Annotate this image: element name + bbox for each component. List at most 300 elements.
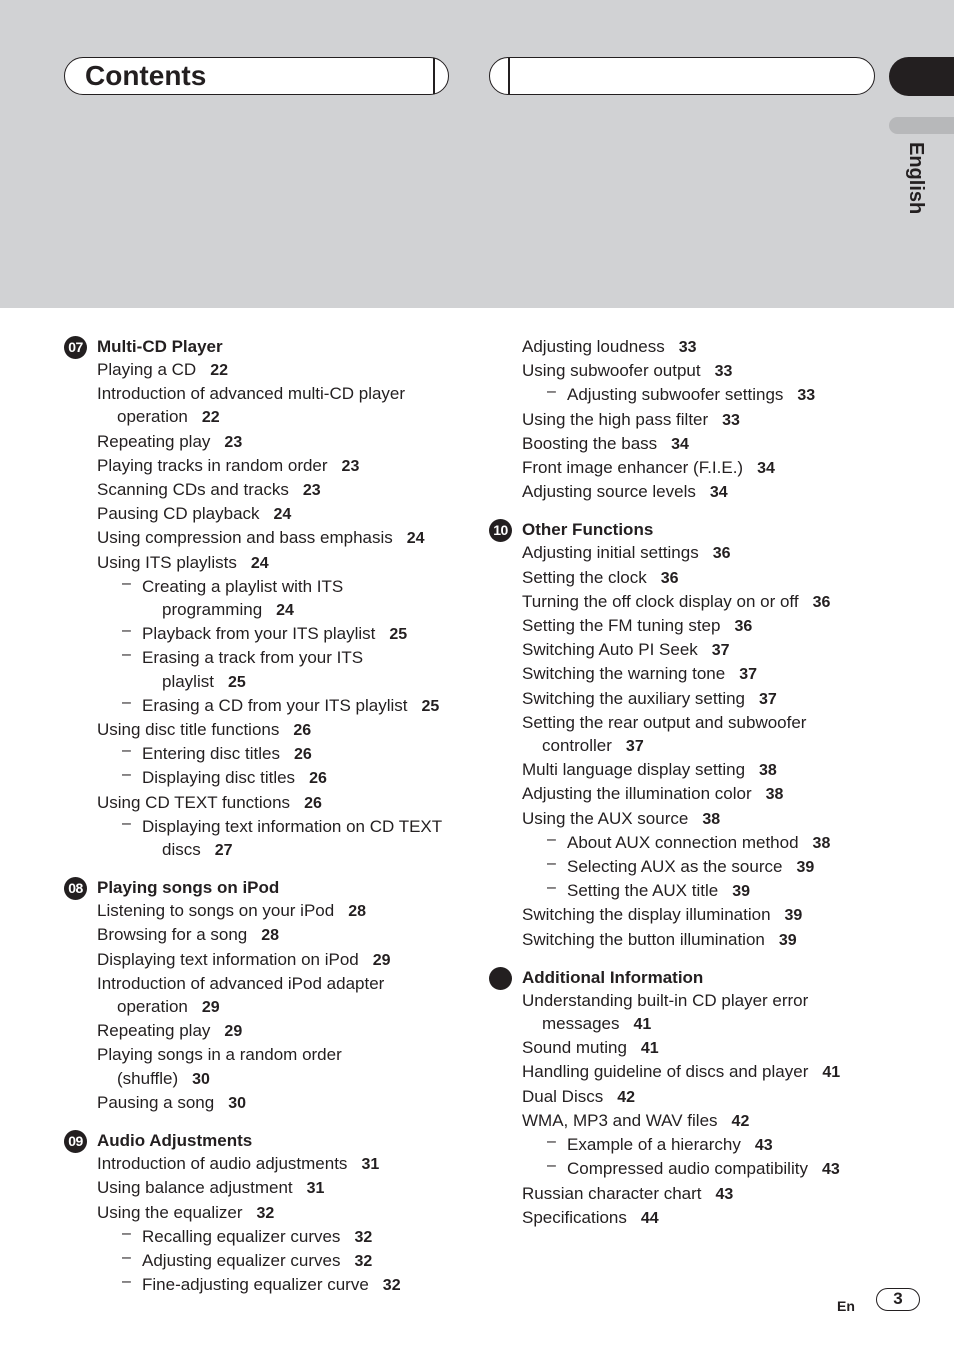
toc-entry[interactable] <box>97 791 464 815</box>
entry-page-number: 26 <box>293 722 312 740</box>
entry-text: Example of a hierarchy <box>567 1135 741 1155</box>
toc-entry[interactable] <box>522 638 889 662</box>
sub-entry[interactable] <box>97 1225 464 1249</box>
entry-page-number: 39 <box>796 859 815 877</box>
toc-left-column <box>64 335 464 1311</box>
dash-bullet: – <box>122 622 131 640</box>
entry-page-number: 43 <box>821 1161 840 1179</box>
toc-entry[interactable] <box>522 1085 889 1109</box>
entry-text: Setting the clock <box>522 567 647 587</box>
entry-page-number: 23 <box>302 482 321 500</box>
toc-section <box>64 876 464 1115</box>
toc-entry[interactable] <box>97 382 464 429</box>
sub-entry[interactable] <box>522 383 889 407</box>
entry-page-number: 41 <box>822 1064 841 1082</box>
entry-text: Displaying text information on iPod <box>97 949 359 969</box>
page-title: Contents <box>85 60 207 91</box>
entry-page-number: 31 <box>306 1180 325 1198</box>
entry-text: Using balance adjustment <box>97 1178 293 1198</box>
dash-bullet: – <box>122 1224 131 1242</box>
entry-text: Entering disc titles <box>142 744 280 764</box>
entry-line <box>97 526 464 550</box>
entry-page-number: 33 <box>714 363 733 381</box>
dash-bullet: – <box>122 574 131 592</box>
toc-entry[interactable] <box>97 1019 464 1043</box>
entry-text: Adjusting the illumination color <box>522 784 752 804</box>
toc-entry[interactable] <box>522 989 889 1036</box>
toc-entry[interactable] <box>522 1206 889 1230</box>
entry-text: messages <box>542 1014 620 1034</box>
entry-line <box>522 1182 889 1206</box>
entry-page-number: 42 <box>731 1112 750 1130</box>
entry-line <box>522 1060 889 1084</box>
entry-line <box>522 408 889 432</box>
entry-line <box>522 590 889 614</box>
entry-text: Turning the off clock display on or off <box>522 591 799 611</box>
entry-text: Fine-adjusting equalizer curve <box>142 1275 369 1295</box>
entry-page-number: 43 <box>715 1185 734 1203</box>
entry-text: Repeating play <box>97 431 211 451</box>
sub-entry[interactable] <box>522 1157 889 1181</box>
toc-section <box>64 335 464 862</box>
toc-entry[interactable] <box>97 358 464 382</box>
entry-text: Pausing a song <box>97 1092 215 1112</box>
section-header <box>64 1129 464 1152</box>
entry-line <box>142 575 464 598</box>
entry-page-number: 28 <box>348 903 367 921</box>
entry-line <box>142 1273 464 1297</box>
entry-text: Using CD TEXT functions <box>97 792 291 812</box>
entry-page-number: 39 <box>732 883 750 901</box>
entry-text: Creating a playlist with ITS <box>142 576 344 596</box>
entry-page-number: 37 <box>625 738 644 756</box>
entry-text: Introduction of advanced multi-CD player <box>97 384 406 404</box>
entry-text: Switching the auxiliary setting <box>522 688 746 708</box>
toc-entry[interactable] <box>522 711 889 758</box>
sub-entry[interactable] <box>97 575 464 622</box>
toc-entry[interactable] <box>522 903 889 927</box>
sub-entry[interactable] <box>97 646 464 693</box>
entry-page-number: 24 <box>273 506 292 524</box>
entry-text: Pausing CD playback <box>97 504 260 524</box>
entry-list <box>64 899 464 1115</box>
entry-page-number: 29 <box>224 1023 243 1041</box>
entry-page-number: 36 <box>812 593 831 611</box>
entry-text: Multi language display setting <box>522 760 746 780</box>
entry-line <box>522 359 889 383</box>
entry-line <box>522 1109 889 1133</box>
entry-line <box>97 995 464 1019</box>
section-number-badge <box>489 967 512 990</box>
entry-page-number: 25 <box>421 697 440 715</box>
section-heading[interactable]: Multi-CD Player <box>97 337 223 356</box>
entry-page-number: 32 <box>354 1228 373 1246</box>
entry-text: Adjusting source levels <box>522 482 696 502</box>
toc-entry[interactable] <box>97 551 464 575</box>
toc-entry[interactable] <box>97 1201 464 1225</box>
toc-entry[interactable] <box>522 432 889 456</box>
section-header <box>489 518 889 541</box>
section-heading[interactable]: Other Functions <box>522 520 654 540</box>
toc-entry[interactable] <box>522 359 889 383</box>
entry-text: Playback from your ITS playlist <box>142 624 376 644</box>
dash-bullet: – <box>122 742 131 760</box>
dash-bullet: – <box>122 1273 131 1291</box>
entry-page-number: 28 <box>261 927 280 945</box>
sub-entry[interactable] <box>522 1133 889 1157</box>
entry-line <box>142 646 464 669</box>
entry-text: programming <box>162 600 263 620</box>
toc-entry[interactable] <box>97 972 464 1019</box>
page-number: 3 <box>876 1288 920 1311</box>
sub-entry[interactable] <box>97 1249 464 1273</box>
entry-text: Introduction of advanced iPod adapter <box>97 973 385 993</box>
entry-page-number: 37 <box>711 642 730 660</box>
section-number-badge: 09 <box>64 1130 87 1153</box>
toc-entry[interactable] <box>522 1109 889 1133</box>
toc-entry[interactable] <box>522 1060 889 1084</box>
toc-entry[interactable] <box>522 928 889 952</box>
entry-page-number: 34 <box>671 435 689 453</box>
entry-page-number: 25 <box>227 673 246 691</box>
entry-text: Using subwoofer output <box>522 361 701 381</box>
entry-page-number: 23 <box>341 457 360 475</box>
entry-line <box>97 1091 464 1115</box>
entry-line <box>522 711 889 734</box>
entry-text: Using disc title functions <box>97 720 280 740</box>
entry-text: About AUX connection method <box>567 832 799 852</box>
entry-page-number: 38 <box>812 834 831 852</box>
entry-line <box>97 718 464 742</box>
toc-right-column <box>489 335 889 1244</box>
entry-line <box>522 903 889 927</box>
toc-entry[interactable] <box>97 478 464 502</box>
entry-page-number: 22 <box>201 409 220 427</box>
sub-entry[interactable] <box>97 742 464 766</box>
sub-entry[interactable] <box>97 766 464 790</box>
entry-page-number: 26 <box>309 770 327 788</box>
entry-page-number: 36 <box>712 545 731 563</box>
entry-text: Playing songs in a random order <box>97 1045 342 1065</box>
entry-list <box>489 541 889 951</box>
entry-page-number: 33 <box>678 339 697 356</box>
entry-text: (shuffle) <box>117 1068 179 1088</box>
entry-line <box>522 928 889 952</box>
entry-page-number: 33 <box>797 387 816 405</box>
toc-entry[interactable] <box>97 526 464 550</box>
entry-line <box>522 566 889 590</box>
entry-list <box>489 335 889 504</box>
section-heading[interactable]: Additional Information <box>522 967 704 987</box>
toc-entry[interactable] <box>97 718 464 742</box>
entry-text: controller <box>542 736 612 756</box>
entry-page-number: 41 <box>633 1016 652 1034</box>
entry-text: Displaying disc titles <box>142 768 296 788</box>
entry-line <box>522 480 889 504</box>
entry-page-number: 24 <box>276 602 294 620</box>
dash-bullet: – <box>547 830 556 848</box>
entry-text: Repeating play <box>97 1021 211 1041</box>
dash-bullet: – <box>122 646 131 664</box>
entry-text: Adjusting equalizer curves <box>142 1250 341 1270</box>
entry-page-number: 39 <box>778 931 797 949</box>
entry-text: Specifications <box>522 1207 627 1227</box>
entry-text: Introduction of audio adjustments <box>97 1154 348 1174</box>
entry-line <box>567 855 889 879</box>
sub-entry[interactable] <box>522 855 889 879</box>
toc-entry[interactable] <box>97 454 464 478</box>
dash-bullet: – <box>547 1133 556 1151</box>
entry-text: Displaying text information on CD TEXT <box>142 816 443 836</box>
blank-box-divider <box>508 58 510 94</box>
entry-line <box>97 502 464 526</box>
entry-line <box>97 1019 464 1043</box>
entry-line <box>522 432 889 456</box>
entry-list <box>64 358 464 862</box>
entry-text: WMA, MP3 and WAV files <box>522 1110 718 1130</box>
entry-page-number: 24 <box>250 554 269 572</box>
toc-entry[interactable] <box>97 1091 464 1115</box>
section-header <box>489 966 889 989</box>
entry-line <box>522 734 889 758</box>
dash-bullet: – <box>122 693 131 711</box>
section-number-badge: 08 <box>64 877 87 900</box>
entry-page-number: 27 <box>214 842 233 860</box>
toc-entry[interactable] <box>522 480 889 504</box>
entry-page-number: 37 <box>759 690 777 708</box>
entry-line <box>522 335 889 359</box>
entry-text: Handling guideline of discs and player <box>522 1062 809 1082</box>
dash-bullet: – <box>547 879 556 897</box>
entry-text: Recalling equalizer curves <box>142 1226 341 1246</box>
header-band <box>0 0 954 308</box>
entry-text: Switching the display illumination <box>522 905 771 925</box>
dash-bullet: – <box>547 855 556 873</box>
entry-page-number: 26 <box>304 794 322 812</box>
entry-line <box>522 638 889 662</box>
entry-page-number: 44 <box>640 1209 659 1227</box>
entry-line <box>142 815 464 838</box>
entry-page-number: 34 <box>757 460 775 478</box>
entry-text: operation <box>117 407 188 427</box>
entry-line <box>142 766 464 790</box>
entry-list <box>64 1152 464 1297</box>
entry-text: Using the AUX source <box>522 808 689 828</box>
sub-entry[interactable] <box>97 1273 464 1297</box>
entry-text: Erasing a track from your ITS <box>142 648 364 668</box>
entry-page-number: 25 <box>389 626 408 644</box>
toc-entry[interactable] <box>522 590 889 614</box>
entry-line <box>567 879 889 903</box>
entry-text: Setting the rear output and subwoofer <box>522 712 807 732</box>
dash-bullet: – <box>547 1157 556 1175</box>
entry-text: Using compression and bass emphasis <box>97 528 393 548</box>
entry-line <box>567 1157 889 1181</box>
entry-line <box>97 551 464 575</box>
toc-entry[interactable] <box>522 807 889 831</box>
entry-line <box>97 1176 464 1200</box>
entry-line <box>522 1085 889 1109</box>
entry-text: Switching the warning tone <box>522 664 726 684</box>
entry-page-number: 38 <box>759 762 777 780</box>
entry-page-number: 41 <box>640 1040 659 1058</box>
toc-entry[interactable] <box>522 687 889 711</box>
toc-entry[interactable] <box>97 948 464 972</box>
entry-line <box>522 989 889 1012</box>
entry-page-number: 38 <box>702 810 721 828</box>
toc-section <box>489 335 889 504</box>
entry-page-number: 34 <box>709 484 728 502</box>
language-tab-bar <box>889 117 954 134</box>
toc-section <box>64 1129 464 1297</box>
entry-text: Setting the FM tuning step <box>522 616 721 636</box>
entry-page-number: 43 <box>754 1137 773 1155</box>
entry-page-number: 33 <box>722 411 740 429</box>
entry-line <box>522 541 889 565</box>
entry-page-number: 32 <box>354 1252 373 1270</box>
entry-text: Front image enhancer (F.I.E.) <box>522 458 744 478</box>
entry-text: Adjusting loudness <box>522 337 665 356</box>
entry-page-number: 32 <box>256 1204 275 1222</box>
entry-page-number: 29 <box>372 951 391 969</box>
entry-text: Switching Auto PI Seek <box>522 640 698 660</box>
entry-page-number: 30 <box>192 1070 210 1088</box>
entry-page-number: 29 <box>201 999 220 1017</box>
entry-line <box>142 694 464 718</box>
toc-entry[interactable] <box>522 541 889 565</box>
entry-line <box>97 948 464 972</box>
entry-text: Boosting the bass <box>522 433 658 453</box>
entry-page-number: 36 <box>660 569 679 587</box>
entry-text: Switching the button illumination <box>522 929 765 949</box>
toc-entry[interactable] <box>522 758 889 782</box>
entry-text: Compressed audio compatibility <box>567 1159 808 1179</box>
entry-line <box>142 742 464 766</box>
toc-entry[interactable] <box>522 782 889 806</box>
sub-entry[interactable] <box>97 694 464 718</box>
entry-line <box>522 1012 889 1036</box>
toc-entry[interactable] <box>97 1152 464 1176</box>
section-heading[interactable]: Audio Adjustments <box>97 1131 253 1151</box>
toc-entry[interactable] <box>522 1182 889 1206</box>
toc-entry[interactable] <box>97 899 464 923</box>
dash-bullet: – <box>122 814 131 832</box>
entry-page-number: 42 <box>617 1088 636 1106</box>
entry-line <box>567 1133 889 1157</box>
entry-line <box>97 358 464 382</box>
entry-text: discs <box>162 840 201 860</box>
entry-page-number: 39 <box>784 907 803 925</box>
section-heading[interactable]: Playing songs on iPod <box>97 878 280 898</box>
entry-text: Setting the AUX title <box>567 881 719 901</box>
entry-line <box>97 1152 464 1176</box>
entry-line <box>522 687 889 711</box>
toc-entry[interactable] <box>97 1043 464 1090</box>
entry-text: Using ITS playlists <box>97 552 237 572</box>
toc-entry[interactable] <box>522 408 889 432</box>
entry-line <box>97 972 464 995</box>
entry-line <box>97 899 464 923</box>
entry-text: Sound muting <box>522 1038 627 1058</box>
entry-line <box>97 430 464 454</box>
entry-page-number: 31 <box>361 1156 380 1174</box>
toc-entry[interactable] <box>97 502 464 526</box>
toc-entry[interactable] <box>522 1036 889 1060</box>
entry-text: Playing a CD <box>97 360 197 379</box>
entry-line <box>97 923 464 947</box>
dash-bullet: – <box>122 1248 131 1266</box>
entry-line <box>522 1036 889 1060</box>
entry-text: operation <box>117 997 188 1017</box>
entry-text: playlist <box>162 671 214 691</box>
entry-line <box>522 1206 889 1230</box>
entry-line <box>97 1043 464 1066</box>
sub-entry[interactable] <box>522 831 889 855</box>
toc-entry[interactable] <box>97 923 464 947</box>
entry-line <box>522 456 889 480</box>
toc-entry[interactable] <box>522 335 889 359</box>
toc-entry[interactable] <box>522 614 889 638</box>
entry-text: Listening to songs on your iPod <box>97 901 335 921</box>
entry-text: Playing tracks in random order <box>97 455 328 475</box>
entry-line <box>142 838 464 862</box>
entry-line <box>522 807 889 831</box>
entry-page-number: 32 <box>382 1277 401 1295</box>
contents-title-box <box>64 57 449 95</box>
entry-text: Adjusting initial settings <box>522 543 699 563</box>
entry-text: Russian character chart <box>522 1183 702 1203</box>
toc-entry[interactable] <box>522 566 889 590</box>
entry-line <box>142 1225 464 1249</box>
entry-line <box>567 831 889 855</box>
entry-line <box>97 1067 464 1091</box>
dash-bullet: – <box>122 766 131 784</box>
language-code: En <box>837 1298 855 1314</box>
entry-page-number: 23 <box>224 433 243 451</box>
section-tab <box>889 57 954 96</box>
section-number-badge: 07 <box>64 336 87 359</box>
entry-page-number: 36 <box>734 618 753 636</box>
entry-text: Selecting AUX as the source <box>567 857 783 877</box>
sub-entry[interactable] <box>97 815 464 862</box>
section-header <box>64 876 464 899</box>
entry-line <box>522 758 889 782</box>
entry-text: Understanding built-in CD player error <box>522 990 809 1010</box>
entry-text: Browsing for a song <box>97 925 248 945</box>
entry-text: Dual Discs <box>522 1086 604 1106</box>
entry-text: Erasing a CD from your ITS playlist <box>142 695 408 715</box>
section-header <box>64 335 464 358</box>
toc-section <box>489 518 889 951</box>
entry-page-number: 22 <box>210 362 229 379</box>
entry-line <box>97 1201 464 1225</box>
entry-line <box>97 791 464 815</box>
sub-entry[interactable] <box>97 622 464 646</box>
entry-page-number: 37 <box>739 666 757 684</box>
entry-line <box>142 598 464 622</box>
entry-text: Using the equalizer <box>97 1202 243 1222</box>
toc-entry[interactable] <box>522 456 889 480</box>
entry-line <box>97 382 464 405</box>
entry-line <box>567 383 889 407</box>
toc-entry[interactable] <box>97 430 464 454</box>
entry-line <box>142 622 464 646</box>
sub-entry[interactable] <box>522 879 889 903</box>
toc-entry[interactable] <box>522 662 889 686</box>
entry-line <box>97 405 464 429</box>
entry-line <box>522 782 889 806</box>
toc-entry[interactable] <box>97 1176 464 1200</box>
